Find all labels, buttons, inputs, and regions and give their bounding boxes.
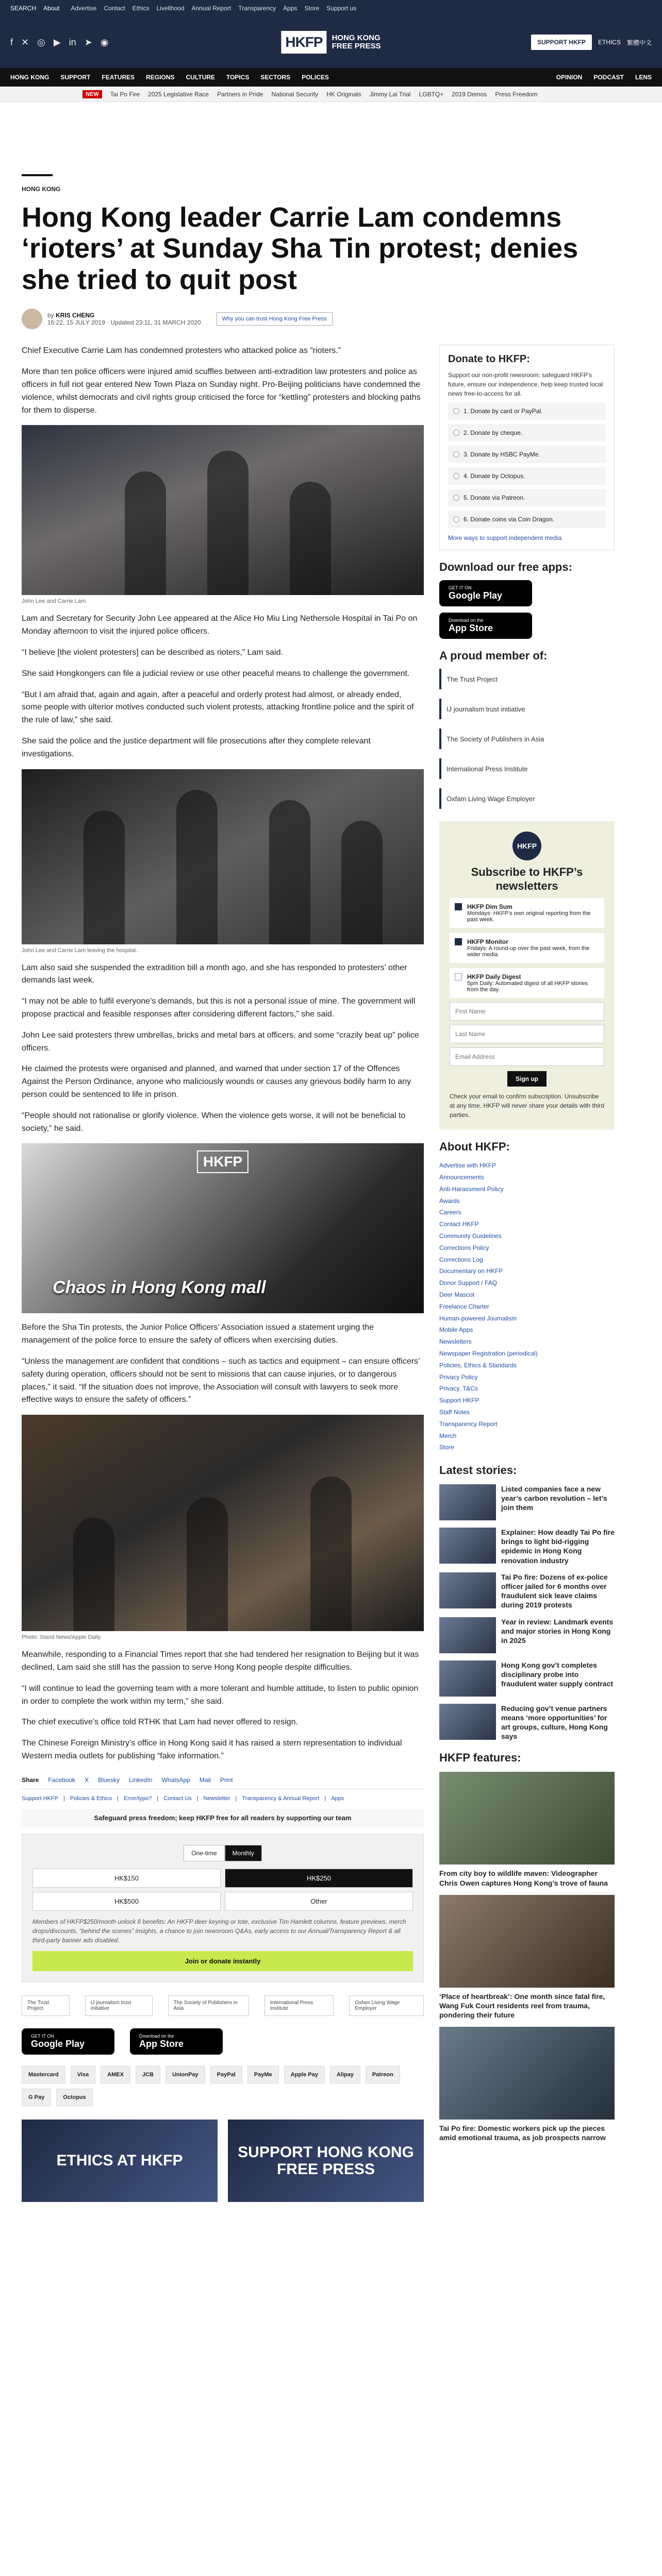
app-big: Google Play: [31, 2038, 85, 2049]
paragraph: John Lee said protesters threw umbrellas, bricks and metal bars at officers, and some “crazily beat up” police officers.: [22, 1030, 419, 1053]
trust-logo[interactable]: The Society of Publishers in Asia: [168, 1995, 249, 2016]
logo-line1: HONG KONG: [332, 33, 380, 42]
payment-logo: G Pay: [22, 2089, 51, 2106]
story-title: Explainer: How deadly Tai Po fire brings to light bid-rigging epidemic in Hong Kong renovation industry: [501, 1528, 615, 1565]
video-embed[interactable]: [22, 1143, 424, 1313]
paragraph: “I will continue to lead the governing team with a more tolerant and humble attitude, to listen to public opinion in order to complete the work within my term,” she said.: [22, 1684, 419, 1706]
updated-date: Updated 23:11, 31 MARCH 2020: [110, 319, 201, 327]
latest-story[interactable]: [439, 1528, 615, 1565]
features-title: HKFP features:: [439, 1751, 521, 1765]
photo-caption: John Lee and Carrie Lam leaving the hospital.: [22, 947, 138, 954]
sidebar: [439, 345, 615, 2201]
share-x[interactable]: X: [85, 1776, 89, 1784]
payment-logo: Visa: [71, 2066, 95, 2083]
newsletter-option[interactable]: [450, 933, 604, 963]
nav-item[interactable]: CULTURE: [186, 74, 215, 81]
share-facebook[interactable]: Facebook: [48, 1776, 76, 1784]
about-link[interactable]: Policies, Ethics & Standards: [439, 1361, 517, 1369]
subnav-item[interactable]: LGBTQ+: [419, 90, 444, 98]
nl-desc: Fridays: A round-up over the past week, from the wider media.: [467, 945, 590, 958]
app-big: App Store: [449, 623, 493, 634]
paragraph: Meanwhile, responding to a Financial Times report that she had tendered her resignation to Beijing but it was declined, Lam said she still has the passion to serve Hong Kong people despite difficulties.: [22, 1650, 419, 1672]
sidebar-app-store[interactable]: [439, 613, 532, 639]
about-link[interactable]: Support HKFP: [439, 1397, 479, 1404]
photo-subject: [187, 1497, 228, 1631]
about-link[interactable]: Deer Mascot: [439, 1291, 475, 1298]
app-big: Google Play: [449, 590, 503, 601]
about-link[interactable]: Careers: [439, 1209, 461, 1216]
last-name-field[interactable]: [450, 1025, 604, 1043]
about-link[interactable]: Corrections Policy: [439, 1244, 489, 1251]
paragraph: He claimed the protests were organised and planned, and warned that under section 17 of the Offences Against the Person Ordinance, anyone who maliciously wounds or causes any grievous bodily harm to any person could be sentenced to life in prison.: [22, 1064, 411, 1099]
payment-logo: PayPal: [210, 2066, 242, 2083]
photo-subject: [73, 1518, 114, 1631]
newsletter-note: Check your email to confirm subscription. Unsubscribe at any time. HKFP will never share your details with third parties.: [450, 1093, 604, 1119]
option-dot: [453, 430, 459, 436]
paragraph: “But I am afraid that, again and again, after a peaceful and orderly protest had almost, or already ended, some people with ulterior motives conducted such violent protests, attacking frontline police and the spirit of the rule of law,” she said.: [22, 690, 414, 725]
support-links: Support HKFP | Policies & Ethics | Error/typo? | Contact Us | Newsletter | Transparency & Annual Report | Apps: [22, 1795, 344, 1802]
rss-icon[interactable]: ◉: [100, 37, 109, 47]
story-thumbnail: [439, 1572, 496, 1608]
donate-option[interactable]: [448, 424, 606, 442]
about-link[interactable]: Community Guidelines: [439, 1232, 502, 1240]
donate-widget: [22, 1834, 424, 1982]
option-label: 5. Donate via Patreon.: [464, 494, 525, 502]
subnav-item[interactable]: Jimmy Lai Trial: [369, 90, 411, 98]
member-benefits: Members of HKFP$250/month unlock 8 benefits: An HKFP deer keyring or tote, exclusive Tim Hamlett columns, feature previews, merch drops/discounts, “behind the scenes” insights, a chance to join newsroom Q&As, early access to our Annual/Transparency Report & all third-party banner ads disabled.: [32, 1918, 406, 1944]
subnav-item[interactable]: 2019 Demos: [452, 90, 487, 98]
share-bar: [22, 1776, 424, 1789]
payment-logo: Octopus: [56, 2089, 93, 2106]
top-link[interactable]: Store: [304, 5, 320, 12]
divider: [22, 174, 53, 176]
paragraph: “I believe [the violent protesters] can be described as rioters,” Lam said.: [22, 648, 283, 657]
feature-headline: From city boy to wildlife maven: Videographer Chris Owen captures Hong Kong’s trove of fauna: [439, 1869, 608, 1887]
app-big: App Store: [139, 2038, 184, 2049]
share-linkedin[interactable]: LinkedIn: [129, 1776, 153, 1784]
content-columns: [22, 345, 640, 2201]
nav-item[interactable]: PODCAST: [593, 74, 624, 81]
more-ways-link[interactable]: More ways to support independent media.: [448, 534, 564, 542]
about-link[interactable]: Newspaper Registration (periodical): [439, 1349, 538, 1357]
new-badge: NEW: [82, 90, 102, 98]
about-link[interactable]: Human-powered Journalism: [439, 1314, 517, 1322]
about-link[interactable]: Documentary on HKFP: [439, 1267, 503, 1275]
story-title: Year in review: Landmark events and major stories in Hong Kong in 2025: [501, 1617, 614, 1645]
nl-name: HKFP Daily Digest: [467, 973, 521, 981]
logo-mark: HKFP: [281, 31, 326, 54]
support-promo[interactable]: SUPPORT HONG KONG FREE PRESS: [228, 2120, 424, 2202]
nl-desc: Mondays: HKFP's own original reporting from the past week.: [467, 910, 591, 923]
google-play-button[interactable]: [22, 2028, 114, 2055]
member-logo[interactable]: The Trust Project: [439, 669, 615, 689]
about-link[interactable]: Privacy, T&Cs: [439, 1385, 478, 1393]
frequency-toggle: [32, 1845, 413, 1861]
support-link[interactable]: Policies & Ethics: [70, 1795, 112, 1802]
checkbox[interactable]: [455, 938, 462, 945]
newsletter-box: [439, 821, 615, 1130]
support-link[interactable]: Error/typo?: [123, 1795, 152, 1802]
latest-story[interactable]: [439, 1660, 615, 1697]
payment-logo: JCB: [136, 2066, 160, 2083]
story-thumbnail: [439, 1484, 496, 1520]
nav-right: [556, 74, 652, 81]
donate-title: Donate to HKFP:: [448, 353, 530, 365]
nl-name: HKFP Monitor: [467, 938, 508, 946]
paragraph: Lam and Secretary for Security John Lee appeared at the Alice Ho Miu Ling Nethersole Hospital in Tai Po on Monday afternoon to visit the injured police officers.: [22, 614, 418, 636]
top-bar: [0, 0, 662, 16]
photo-subject: [84, 810, 125, 944]
app-buttons: [22, 2028, 424, 2055]
about-link[interactable]: Contact HKFP: [439, 1221, 479, 1228]
photo-subject: [176, 790, 218, 944]
member-logo[interactable]: IJ journalism trust initiative: [439, 699, 615, 719]
amount-option[interactable]: Other: [225, 1892, 413, 1911]
member-logo[interactable]: The Society of Publishers in Asia: [439, 728, 615, 749]
monthly-toggle[interactable]: Monthly: [225, 1845, 262, 1861]
about-link[interactable]: Store: [439, 1444, 454, 1451]
photo-subject: [290, 482, 331, 595]
trust-logos: [22, 1995, 424, 2016]
feature-image: [439, 1772, 615, 1865]
story-thumbnail: [439, 1617, 496, 1653]
about-link[interactable]: Donor Support / FAQ: [439, 1279, 498, 1287]
telegram-icon[interactable]: ➤: [84, 37, 92, 47]
about-link[interactable]: Anti-Harassment Policy: [439, 1185, 504, 1193]
ethics-link[interactable]: ETHICS: [598, 39, 621, 46]
top-link[interactable]: Livelihood: [156, 5, 185, 12]
article-body: [22, 345, 424, 2201]
newsletter-option[interactable]: [450, 968, 604, 998]
paragraph: “I may not be able to fulfil everyone’s demands, but this is not a personal issue of mine. The government will propose practical and feasible responses after considering different factors,” she said.: [22, 997, 416, 1019]
nav-item[interactable]: LENS: [635, 74, 652, 81]
feature-story[interactable]: [439, 1895, 615, 2020]
amount-options: [32, 1869, 413, 1911]
option-dot: [453, 408, 459, 414]
top-link[interactable]: Support us: [326, 5, 357, 12]
donate-text: Support our non-profit newsroom: safeguard HKFP's future, ensure our independence, help keep trusted local news free-to-access for all.: [448, 371, 603, 398]
story-title: Hong Kong gov’t completes disciplinary probe into fraudulent water supply contract: [501, 1660, 614, 1688]
payment-logo: Patreon: [366, 2066, 400, 2083]
email-field[interactable]: [450, 1047, 604, 1066]
nav-item[interactable]: HONG KONG: [10, 74, 49, 81]
support-link[interactable]: Transparency & Annual Report: [242, 1795, 320, 1802]
article-meta: [22, 309, 640, 329]
nav-item[interactable]: POLICES: [302, 74, 329, 81]
about-link[interactable]: Transparency Report: [439, 1420, 498, 1428]
payment-logo: Alipay: [330, 2066, 360, 2083]
subnav-item[interactable]: HK Originals: [326, 90, 361, 98]
story-thumbnail: [439, 1660, 496, 1697]
video-logo: HKFP: [197, 1150, 249, 1173]
social-icons: [10, 37, 109, 48]
option-dot: [453, 451, 459, 457]
article-title: Hong Kong leader Carrie Lam condemns ‘rioters’ at Sunday Sha Tin protest; denies she tried to quit post: [22, 202, 578, 295]
paragraph: Before the Sha Tin protests, the Junior Police Officers’ Association issued a statement urging the management of the police force to ensure the safety of officers when exercising duties.: [22, 1323, 374, 1345]
donate-option[interactable]: [448, 467, 606, 485]
paragraph: The chief executive’s office told RTHK that Lam had never offered to resign.: [22, 1718, 299, 1727]
x-icon[interactable]: ✕: [21, 37, 29, 47]
subnav-item[interactable]: 2025 Legislative Race: [148, 90, 209, 98]
about-link[interactable]: Awards: [439, 1197, 460, 1205]
feature-headline: Tai Po fire: Domestic workers pick up the pieces amid emotional trauma, as job prospects narrow: [439, 2124, 606, 2142]
support-hkfp-button[interactable]: SUPPORT HKFP: [531, 35, 592, 50]
sidebar-google-play[interactable]: [439, 580, 532, 606]
option-dot: [453, 495, 459, 501]
about-link[interactable]: Privacy Policy: [439, 1373, 478, 1381]
facebook-icon[interactable]: f: [10, 37, 13, 47]
option-label: 2. Donate by cheque.: [464, 429, 523, 437]
app-small: Download on the: [449, 618, 484, 623]
photo-subject: [341, 821, 383, 944]
instagram-icon[interactable]: ◎: [37, 37, 45, 47]
site-logo[interactable]: [281, 31, 380, 54]
story-title: Tai Po fire: Dozens of ex-police officer jailed for 6 months over fraudulent sick leave claims during 2019 protests: [501, 1572, 608, 1609]
top-link[interactable]: Ethics: [132, 5, 150, 12]
top-links: [71, 5, 356, 12]
paragraph: She said Hongkongers can file a judicial review or use other peaceful means to challenge the government.: [22, 669, 410, 678]
support-link[interactable]: Contact Us: [163, 1795, 192, 1802]
option-label: 4. Donate by Octopus.: [464, 472, 525, 480]
amount-option[interactable]: HK$150: [32, 1869, 221, 1888]
feature-image: [439, 1895, 615, 1988]
amount-option[interactable]: HK$250: [225, 1869, 413, 1888]
about-link[interactable]: Staff Notes: [439, 1408, 470, 1416]
top-link[interactable]: Transparency: [238, 5, 276, 12]
payment-logo: PayMe: [247, 2066, 279, 2083]
story-title: Listed companies face a new year’s carbon revolution – let’s join them: [501, 1485, 607, 1512]
by-label: by: [47, 312, 56, 319]
feature-image: [439, 2027, 615, 2120]
app-store-button[interactable]: [130, 2028, 223, 2055]
nl-name: HKFP Dim Sum: [467, 903, 512, 911]
publish-date: 16:22, 15 JULY 2019: [47, 319, 105, 327]
nav-item[interactable]: OPINION: [556, 74, 583, 81]
trust-logo[interactable]: The Trust Project: [22, 1995, 70, 2016]
support-link[interactable]: Apps: [331, 1795, 344, 1802]
option-label: 6. Donate coins via Coin Dragon.: [464, 516, 555, 523]
masthead: [0, 16, 662, 68]
payment-logo: UnionPay: [166, 2066, 205, 2083]
photo-subject: [269, 800, 310, 944]
first-name-field[interactable]: [450, 1002, 604, 1021]
join-donate-button[interactable]: Join or donate instantly: [32, 1951, 413, 1971]
mast-actions: [531, 35, 652, 50]
share-bluesky[interactable]: Bluesky: [98, 1776, 120, 1784]
ethics-promo[interactable]: ETHICS AT HKFP: [22, 2120, 218, 2202]
subnav-item[interactable]: Tai Po Fire: [110, 90, 140, 98]
nav-item[interactable]: FEATURES: [102, 74, 135, 81]
payment-methods: [22, 2066, 424, 2106]
paragraph: More than ten police officers were injured amid scuffles between anti-extradition law protesters and police as officers in full riot gear entered New Town Plaza on Sunday night. Pro-Beijing politicians have condemned the violence, whilst democrats and civil rights group criticised the force for “kettling” protesters and blocking paths for them to disperse.: [22, 367, 421, 415]
donate-option[interactable]: [448, 511, 606, 528]
checkbox[interactable]: [455, 903, 462, 910]
top-link[interactable]: Apps: [283, 5, 297, 12]
one-time-toggle[interactable]: One-time: [184, 1845, 224, 1861]
feature-story[interactable]: [439, 2027, 615, 2142]
subnav-item[interactable]: Partners in Pride: [217, 90, 263, 98]
about-link[interactable]: Freelance Charter: [439, 1302, 489, 1310]
trust-link[interactable]: Why you can trust Hong Kong Free Press: [217, 312, 333, 326]
search-link[interactable]: SEARCH: [10, 5, 37, 12]
apps-title: Download our free apps:: [439, 561, 572, 574]
video-title: Chaos in Hong Kong mall: [53, 1278, 266, 1298]
sub-nav: [0, 87, 662, 102]
trust-logo[interactable]: IJ journalism trust initiative: [85, 1995, 153, 2016]
article-photo: [22, 1415, 424, 1631]
paragraph: Chief Executive Carrie Lam has condemned protesters who attacked police as “rioters.”: [22, 346, 341, 355]
app-small: Download on the: [139, 2033, 174, 2039]
feature-headline: ‘Place of heartbreak’: One month since fatal fire, Wang Fuk Court residents reel from trauma, pondering their future: [439, 1992, 605, 2020]
language-link[interactable]: 繁體中文: [626, 39, 652, 46]
option-label: 3. Donate by HSBC PayMe.: [464, 451, 540, 459]
newsletter-logo: HKFP: [512, 832, 541, 860]
photo-subject: [310, 1477, 352, 1631]
latest-story[interactable]: [439, 1704, 615, 1741]
about-link[interactable]: Mobile Apps: [439, 1326, 473, 1334]
story-thumbnail: [439, 1528, 496, 1564]
logo-line2: FREE PRESS: [332, 42, 381, 50]
nav-item[interactable]: SUPPORT: [60, 74, 91, 81]
photo-subject: [207, 451, 249, 595]
paragraph: Lam also said she suspended the extradition bill a month ago, and she has responded to protesters’ other demands last week.: [22, 963, 407, 985]
nl-desc: 5pm Daily: Automated digest of all HKFP stories from the day.: [467, 980, 588, 993]
paragraph: “People should not rationalise or glorify violence. When the violence gets worse, it will not be beneficial to society,” he said.: [22, 1111, 406, 1133]
article-category[interactable]: HONG KONG: [22, 185, 61, 193]
option-dot: [453, 473, 459, 479]
photo-caption: Photo: Stand News/Apple Daily.: [22, 1634, 102, 1641]
checkbox[interactable]: [455, 973, 462, 980]
main-nav: [0, 68, 662, 87]
photo-caption: John Lee and Carrie Lam.: [22, 598, 88, 605]
signup-button[interactable]: Sign up: [507, 1071, 547, 1087]
page-wrap: [22, 174, 640, 2202]
paragraph: “Unless the management are confident that conditions – such as tactics and equipment – can ensure officers’ safety during operation, officers should not be sent to missions that can cause injuries, or to dangerous places,” it said. “If the situation does not improve, the Association will consult with lawyers to seek more effective ways to ensure the safety of officers.”: [22, 1357, 420, 1404]
app-small: GET IT ON: [31, 2033, 54, 2039]
donate-option[interactable]: [448, 446, 606, 463]
payment-logo: Apple Pay: [284, 2066, 325, 2083]
nav-item[interactable]: SECTORS: [260, 74, 291, 81]
nav-item[interactable]: REGIONS: [146, 74, 175, 81]
newsletter-title: Subscribe to HKFP’s newsletters: [471, 866, 583, 892]
payment-logo: AMEX: [101, 2066, 130, 2083]
latest-story[interactable]: [439, 1572, 615, 1610]
top-link[interactable]: Annual Report: [191, 5, 231, 12]
about-link[interactable]: Merch: [439, 1432, 457, 1439]
support-link[interactable]: Support HKFP: [22, 1795, 58, 1802]
photo-subject: [125, 471, 166, 595]
nav-item[interactable]: TOPICS: [226, 74, 250, 81]
share-print[interactable]: Print: [220, 1776, 233, 1784]
youtube-icon[interactable]: ▶: [53, 37, 61, 47]
about-list: [439, 1160, 615, 1453]
trust-logo[interactable]: International Press Institute: [264, 1995, 334, 2016]
promo-banners: [22, 2120, 424, 2202]
donate-option[interactable]: [448, 402, 606, 420]
paragraph: The Chinese Foreign Ministry’s office in Hong Kong said it has raised a stern representation to individual Western media outlets for publishing “fake information.”: [22, 1739, 402, 1760]
story-title: Reducing gov’t venue partners means ‘more opportunities’ for art groups, culture, Hong Kong says: [501, 1704, 608, 1741]
share-mail[interactable]: Mail: [199, 1776, 211, 1784]
about-link[interactable]: About: [43, 5, 60, 12]
option-dot: [453, 516, 459, 522]
about-link[interactable]: Corrections Log: [439, 1256, 483, 1263]
paragraph: She said the police and the justice department will file prosecutions after they complete relevant investigations.: [22, 736, 371, 758]
byline: by KRIS CHENG 16:22, 15 JULY 2019 · Updated 23:11, 31 MARCH 2020: [47, 312, 201, 327]
article-photo: [22, 769, 424, 944]
share-whatsapp[interactable]: WhatsApp: [161, 1776, 190, 1784]
payment-logo: Mastercard: [22, 2066, 65, 2083]
about-title: About HKFP:: [439, 1140, 510, 1154]
subnav-item[interactable]: Press Freedom: [495, 90, 538, 98]
donate-box: [439, 345, 615, 550]
latest-title: Latest stories:: [439, 1464, 517, 1477]
member-logo[interactable]: International Press Institute: [439, 758, 615, 779]
app-small: GET IT ON: [449, 585, 472, 591]
trust-logo[interactable]: Oxfam Living Wage Employer: [349, 1995, 424, 2016]
share-label: Share: [22, 1776, 39, 1784]
top-link[interactable]: Advertise: [71, 5, 97, 12]
amount-option[interactable]: HK$500: [32, 1892, 221, 1911]
logo-text: [332, 34, 381, 51]
linkedin-icon[interactable]: in: [69, 37, 76, 47]
donate-option[interactable]: [448, 489, 606, 506]
newsletter-option[interactable]: [450, 898, 604, 928]
latest-story[interactable]: [439, 1484, 615, 1520]
about-link[interactable]: Newsletters: [439, 1338, 472, 1346]
story-thumbnail: [439, 1704, 496, 1740]
option-label: 1. Donate by card or PayPal.: [464, 408, 543, 415]
article-photo: [22, 425, 424, 595]
about-link[interactable]: Advertise with HKFP: [439, 1162, 496, 1170]
subnav-item[interactable]: National Security: [271, 90, 319, 98]
top-link[interactable]: Contact: [104, 5, 125, 12]
member-logo[interactable]: Oxfam Living Wage Employer: [439, 788, 615, 809]
member-logos: [439, 669, 615, 809]
author-avatar: [22, 309, 42, 329]
safeguard-banner: Safeguard press freedom; keep HKFP free for all readers by supporting our team: [22, 1809, 424, 1827]
member-title: A proud member of:: [439, 649, 548, 663]
author-name[interactable]: KRIS CHENG: [56, 312, 95, 319]
latest-story[interactable]: [439, 1617, 615, 1653]
about-link[interactable]: Announcements: [439, 1173, 484, 1181]
support-link[interactable]: Newsletter: [203, 1795, 230, 1802]
feature-story[interactable]: [439, 1772, 615, 1887]
